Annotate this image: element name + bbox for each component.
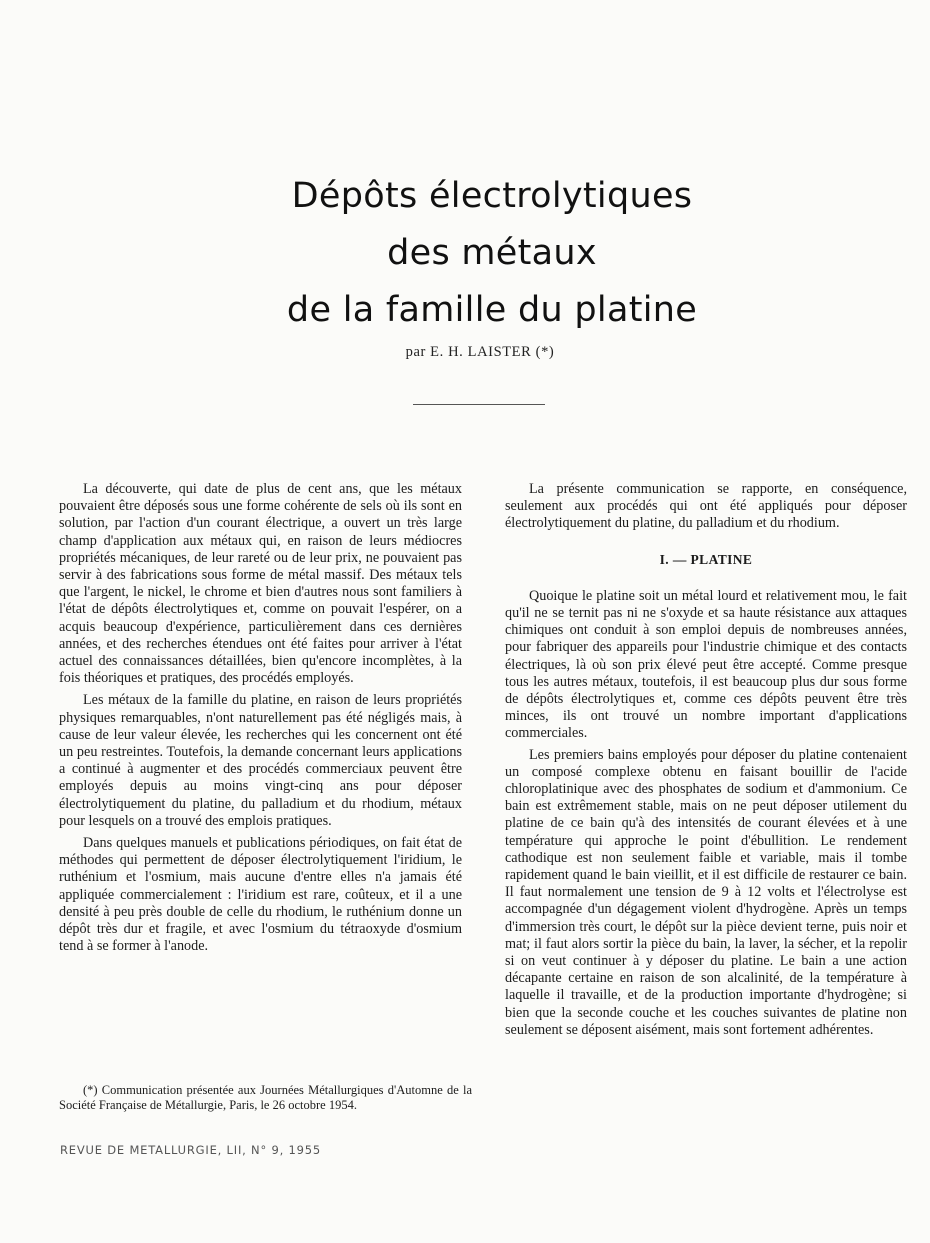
- section-heading: I. — PLATINE: [659, 551, 753, 567]
- paragraph: Les premiers bains employés pour déposer du platine contenaient un composé complexe obtenu en faisant bouillir de l'acide chloroplatinique avec des phosphates de sodium et d'ammonium. Ce bain est extrêmement stable, mais on ne peut déposer utilement du platine de ce bain qu'à des intensités de courant élevées et à une température qui approche le point d'ébullition. Le rendement cathodique est non seulement faible et variable, mais il tombe rapidement quand le bain vieillit, et il est difficile de restaurer ce bain. Il faut normalement une tension de 9 à 12 volts et l'électrolyse est accompagnée d'un dégagement violent d'hydrogène. Après un temps d'immersion très court, le dépôt sur la pièce devient terne, puis noir et mat; il faut alors sortir la pièce du bain, la laver, la sécher, et la repolir si on veut continuer à y déposer du platine. Le bain a une action décapante certaine en raison de son alcalinité, de la température à laquelle il travaille, et de la production importante d'hydrogène; si bien que la seconde couche et les couches suivantes de platine non seulement se déposent aisément, mais sont fortement adhérentes.: [505, 746, 907, 1038]
- intro-paragraph: La présente communication se rapporte, en conséquence, seulement aux procédés qui ont été appliqués pour déposer électrolytiquement du platine, du palladium et du rhodium.: [505, 481, 907, 532]
- right-column: [505, 481, 907, 1039]
- paragraph: La découverte, qui date de plus de cent ans, que les métaux pouvaient être déposés sous une forme cohérente de sels où ils sont en solution, par l'action d'un courant électrique, a ouvert un très large champ d'application aux métaux qui, en raison de leurs médiocres propriétés mécaniques, de leur rareté ou de leur prix, ne pouvaient pas servir à des fabrications sous forme de métal massif. Des métaux tels que l'argent, le nickel, le chrome et bien d'autres nous sont familiers à l'état de dépôts électrolytiques et, comme on pouvait l'espérer, on a acquis beaucoup d'expérience, particulièrement dans ces dernières années, et des recherches étendues ont été faites pour arriver à l'état actuel des connaissances détaillées, bien qu'encore incomplètes, à la fois théoriques et pratiques, des procédés employés.: [59, 481, 462, 687]
- journal-footer: REVUE DE METALLURGIE, LII, N° 9, 1955: [60, 1143, 321, 1157]
- title-line-3: de la famille du platine: [286, 290, 698, 330]
- footnote-text: (*) Communication présentée aux Journées Métallurgiques d'Automne de la Société Française de Métallurgie, Paris, le 26 octobre 1954.: [59, 1083, 472, 1112]
- footnote: [59, 1083, 472, 1113]
- article-title: [0, 168, 930, 339]
- paragraph: Dans quelques manuels et publications périodiques, on fait état de méthodes qui permettent de déposer électrolytiquement l'iridium, le ruthénium et l'osmium, mais aucune d'entre elles n'a jamais été appliquée commercialement : l'iridium est rare, coûteux, et il a une densité à peu près double de celle du rhodium, le ruthénium donne un dépôt très dur et fragile, et avec l'osmium du tétraoxyde d'osmium tend à se former à l'anode.: [59, 835, 462, 955]
- author-line: par E. H. LAISTER (*): [405, 344, 555, 360]
- title-divider: [413, 404, 545, 405]
- paragraph: Quoique le platine soit un métal lourd et relativement mou, le fait qu'il ne se ternit pas ni ne s'oxyde et sa haute résistance aux attaques chimiques ont conduit à son emploi depuis de nombreuses années, pour fabriquer des appareils pour l'industrie chimique et des contacts électriques, là où son prix élevé peut être accepté. Comme presque tous les autres métaux, toutefois, il est beaucoup plus dur sous forme de dépôts électrolytiques et, comme ces dépôts peuvent être très minces, ils ont trouvé un nombre important d'applications commerciales.: [505, 587, 907, 742]
- title-line-2: des métaux: [387, 233, 597, 273]
- title-line-1: Dépôts électrolytiques: [291, 176, 693, 216]
- left-column: [59, 481, 462, 955]
- paragraph: Les métaux de la famille du platine, en raison de leurs propriétés physiques remarquables, n'ont naturellement pas été négligés mais, à cause de leur valeur élevée, les recherches qui les concernent ont été un peu restreintes. Toutefois, la demande concernant leurs applications a continué à augmenter et des procédés commerciaux peuvent être employés depuis au moins vingt-cinq ans pour déposer électrolytiquement du platine, du palladium et du rhodium, métaux pour lesquels on a trouvé des emplois pratiques.: [59, 692, 462, 829]
